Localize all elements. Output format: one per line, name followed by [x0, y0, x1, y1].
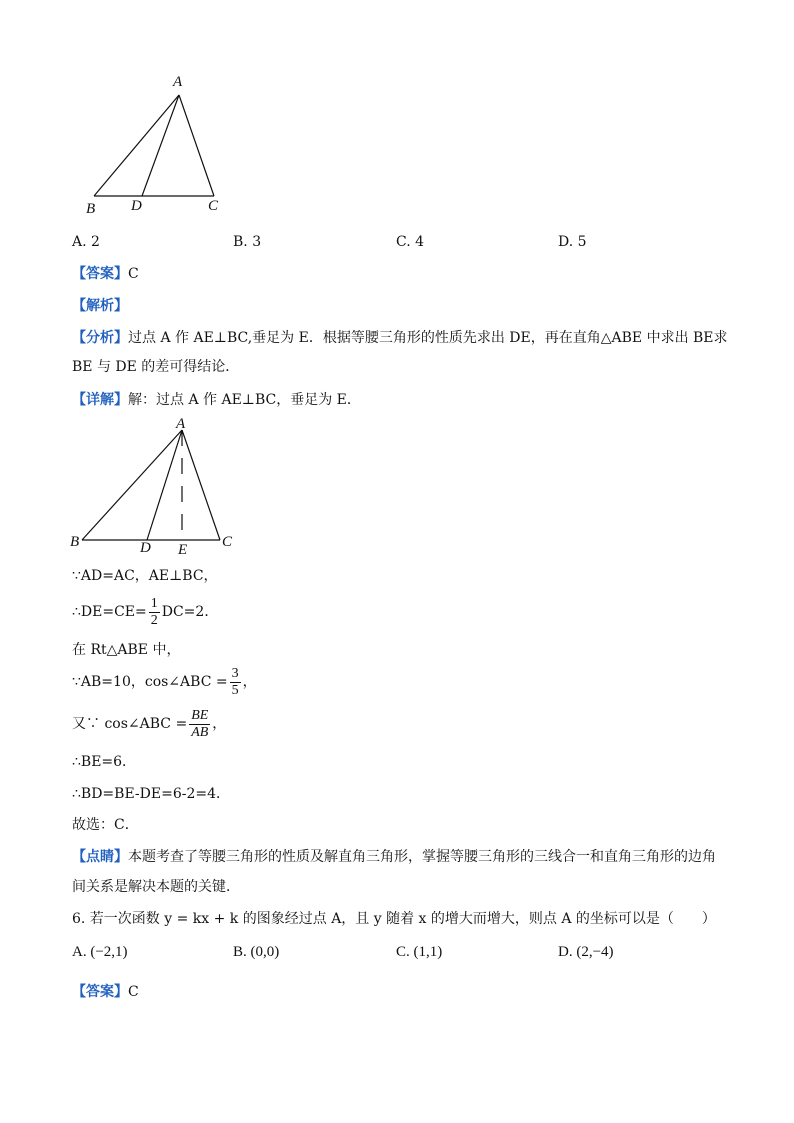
step-5-pre: 又∵ cos∠ABC =: [72, 716, 188, 732]
question-6-stem: 6. 若一次函数 y = kx + k 的图象经过点 A，且 y 随着 x 的增大而增大，则点 A 的坐标可以是（ ）: [72, 911, 716, 927]
label-c: C: [208, 198, 219, 214]
step-2-pre: ∴DE=CE=: [72, 604, 147, 620]
fraction-three-fifths: [230, 666, 241, 699]
fenxi-tag: 【分析】: [72, 330, 128, 346]
segment-ab-2: [82, 430, 182, 540]
fraction-one-half: [149, 596, 160, 629]
q6-option-d: D. (2,−4): [558, 944, 614, 960]
label-e-2: E: [178, 542, 188, 558]
option-a: A. 2: [72, 234, 100, 250]
answer-tag: 【答案】: [72, 266, 128, 282]
answer-value: C: [128, 266, 139, 282]
fenxi-line-2: [72, 357, 239, 377]
fenxi-text-1: 过点 A 作 AE⊥BC,垂足为 E．根据等腰三角形的性质先求出 DE，再在直角△ABE 中求出 BE求: [128, 330, 728, 346]
step-3: 在 Rt△ABE 中，: [72, 642, 181, 658]
label-b-2: B: [70, 534, 80, 550]
dianjing-line-1: [72, 847, 716, 867]
step-1: ∵AD=AC，AE⊥BC，: [72, 568, 218, 584]
q6-option-c: C. (1,1): [396, 944, 443, 960]
option-c: C. 4: [396, 234, 425, 250]
fraction-denominator: 2: [150, 612, 158, 628]
fraction-numerator: 3: [231, 665, 239, 681]
option-b: B. 3: [233, 234, 262, 250]
label-c-2: C: [222, 534, 233, 550]
triangle-figure-2: [68, 414, 248, 560]
dianjing-text-1: 本题考查了等腰三角形的性质及解直角三角形，掌握等腰三角形的三线合一和直角三角形的边角: [128, 849, 716, 865]
answer-line-2: [72, 982, 139, 1002]
step-6: ∴BE=6．: [72, 754, 137, 770]
xiangjie-line: [72, 390, 361, 410]
step-4-pre: ∵AB=10，cos∠ABC =: [72, 674, 228, 690]
fraction-denominator: 5: [231, 682, 239, 698]
q6-option-a: A. (−2,1): [72, 944, 128, 960]
label-a-2: A: [176, 416, 186, 432]
fraction-be-over-ab: [189, 708, 210, 741]
answer-line-1: [72, 264, 139, 284]
fenxi-line-1: [72, 328, 728, 348]
analysis-tag: 【解析】: [72, 298, 128, 314]
dianjing-line-2: 间关系是解决本题的关键．: [72, 879, 240, 895]
step-2-post: DC=2．: [161, 604, 219, 620]
step-2: [72, 594, 218, 630]
segment-ad: [142, 95, 179, 196]
fenxi-text-2: BE 与 DE 的差可得结论．: [72, 359, 240, 375]
step-4-post: ，: [242, 674, 257, 690]
label-b: B: [86, 201, 96, 217]
xiangjie-tag: 【详解】: [72, 392, 128, 408]
segment-ac: [179, 95, 214, 196]
segment-ac-2: [182, 430, 220, 540]
step-5: [72, 706, 226, 742]
q6-option-b: B. (0,0): [233, 944, 280, 960]
segment-ab: [94, 95, 179, 196]
segment-ad-2: [147, 430, 182, 540]
analysis-line: [72, 296, 128, 316]
step-8: 故选：C．: [72, 817, 139, 833]
fraction-denominator: AB: [191, 724, 209, 740]
xiangjie-text: 解：过点 A 作 AE⊥BC，垂足为 E．: [128, 392, 361, 408]
step-7: ∴BD=BE-DE=6-2=4．: [72, 786, 231, 802]
answer-value-2: C: [128, 984, 139, 1000]
triangle-figure-1: [80, 70, 240, 220]
dianjing-tag: 【点睛】: [72, 849, 128, 865]
step-4: [72, 664, 257, 700]
fraction-numerator: 1: [150, 595, 158, 611]
label-d-2: D: [140, 540, 151, 556]
fraction-numerator: BE: [191, 707, 209, 723]
label-d: D: [131, 198, 142, 214]
step-5-post: ，: [212, 716, 227, 732]
answer-tag-2: 【答案】: [72, 984, 128, 1000]
option-d: D. 5: [558, 234, 587, 250]
label-a: A: [173, 74, 183, 90]
